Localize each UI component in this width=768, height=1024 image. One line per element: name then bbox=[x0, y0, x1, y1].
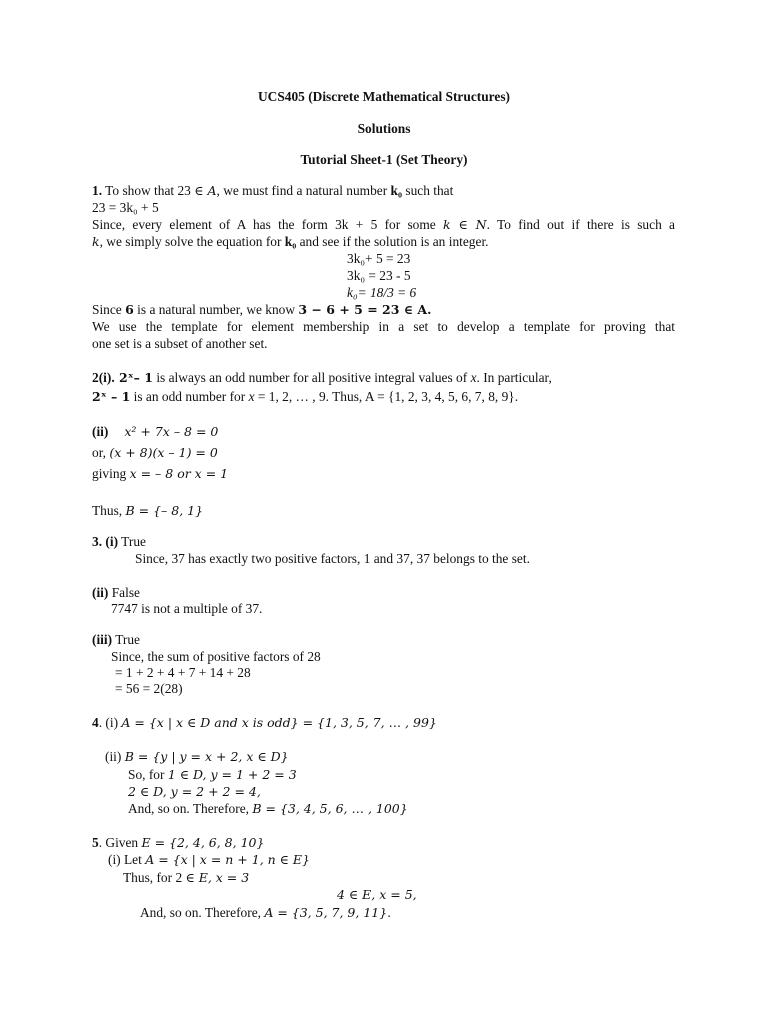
q1-line-3: Since, every element of A has the form 3k + 5 for some k ∈ N. To find out if there is such a bbox=[92, 217, 675, 232]
q3-part-iii: (iii) True bbox=[92, 632, 141, 647]
q4-line-5: And, so on. Therefore, B = {3, 4, 5, 6, … , 100} bbox=[128, 801, 408, 816]
q3-part-iii-line-2: = 1 + 2 + 4 + 7 + 14 + 28 bbox=[115, 665, 251, 680]
q5-line-4: 4 ∈ E, x = 5, bbox=[337, 887, 417, 902]
q3-number: 3. bbox=[92, 534, 103, 549]
q5-line-3: Thus, for 2 ∈ E, x = 3 bbox=[123, 870, 250, 885]
q1-line-8: Since 6 is a natural number, we know 3 − 6 + 5 = 23 ∈ A. bbox=[92, 302, 432, 317]
q1-line-2: 23 = 3k₀ + 5 bbox=[92, 200, 159, 215]
q5-line-2: (i) Let A = {x | x = n + 1, n ∈ E} bbox=[108, 852, 310, 867]
q2-factored: or, (x + 8)(x – 1) = 0 bbox=[92, 445, 218, 460]
q1-line-9: We use the template for element membership in a set to develop a template for proving that bbox=[92, 319, 675, 334]
q3-part-i: 3. (i) True bbox=[92, 534, 146, 549]
q4-part-i: 4. (i) A = {x | x ∈ D and x is odd} = {1, 3, 5, 7, … , 99} bbox=[92, 715, 437, 730]
q2-part-ii: (ii) x² + 7x – 8 = 0 bbox=[92, 424, 219, 439]
q4-number: 4 bbox=[92, 715, 99, 730]
q4-line-3: So, for 1 ∈ D, y = 1 + 2 = 3 bbox=[128, 767, 297, 782]
q1-line-4: k, we simply solve the equation for k₀ and see if the solution is an integer. bbox=[92, 234, 489, 249]
q2-result: Thus, B = {– 8, 1} bbox=[92, 503, 204, 518]
q5-line-1: 5. Given E = {2, 4, 6, 8, 10} bbox=[92, 835, 265, 850]
q1-number: 1. bbox=[92, 183, 103, 198]
q1-line-1: 1. To show that 23 ∈ A, we must find a natural number k₀ such that bbox=[92, 183, 454, 198]
sheet-title: Tutorial Sheet-1 (Set Theory) bbox=[300, 152, 468, 167]
q4-part-ii: (ii) B = {y | y = x + 2, x ∈ D} bbox=[105, 749, 289, 764]
q3-part-ii-explanation: 7747 is not a multiple of 37. bbox=[111, 601, 263, 616]
q2-line-1: 2(i). 2ˣ– 1 is always an odd number for all positive integral values of x. In particular, bbox=[92, 370, 552, 385]
q2-line-2: 2ˣ – 1 is an odd number for x = 1, 2, … , 9. Thus, A = {1, 2, 3, 4, 5, 6, 7, 8, 9}. bbox=[92, 389, 519, 404]
q5-line-5: And, so on. Therefore, A = {3, 5, 7, 9, 11}. bbox=[140, 905, 392, 920]
q3-part-iii-line-3: = 56 = 2(28) bbox=[115, 681, 183, 696]
q3-part-ii: (ii) False bbox=[92, 585, 140, 600]
q1-equation-3: k₀= 18/3 = 6 bbox=[347, 285, 417, 300]
q1-equation-1: 3k₀+ 5 = 23 bbox=[347, 251, 411, 266]
q1-equation-2: 3k₀ = 23 - 5 bbox=[347, 268, 411, 283]
q3-part-iii-line-1: Since, the sum of positive factors of 28 bbox=[111, 649, 321, 664]
q2-number: 2(i). bbox=[92, 370, 115, 385]
course-title: UCS405 (Discrete Mathematical Structures) bbox=[257, 89, 510, 104]
q3-part-i-explanation: Since, 37 has exactly two positive factors, 1 and 37, 37 belongs to the set. bbox=[135, 551, 530, 566]
q1-line-10: one set is a subset of another set. bbox=[92, 336, 268, 351]
q5-number: 5 bbox=[92, 835, 99, 850]
q2-roots: giving x = – 8 or x = 1 bbox=[92, 466, 229, 481]
q4-line-4: 2 ∈ D, y = 2 + 2 = 4, bbox=[128, 784, 261, 799]
solutions-heading: Solutions bbox=[357, 121, 411, 136]
